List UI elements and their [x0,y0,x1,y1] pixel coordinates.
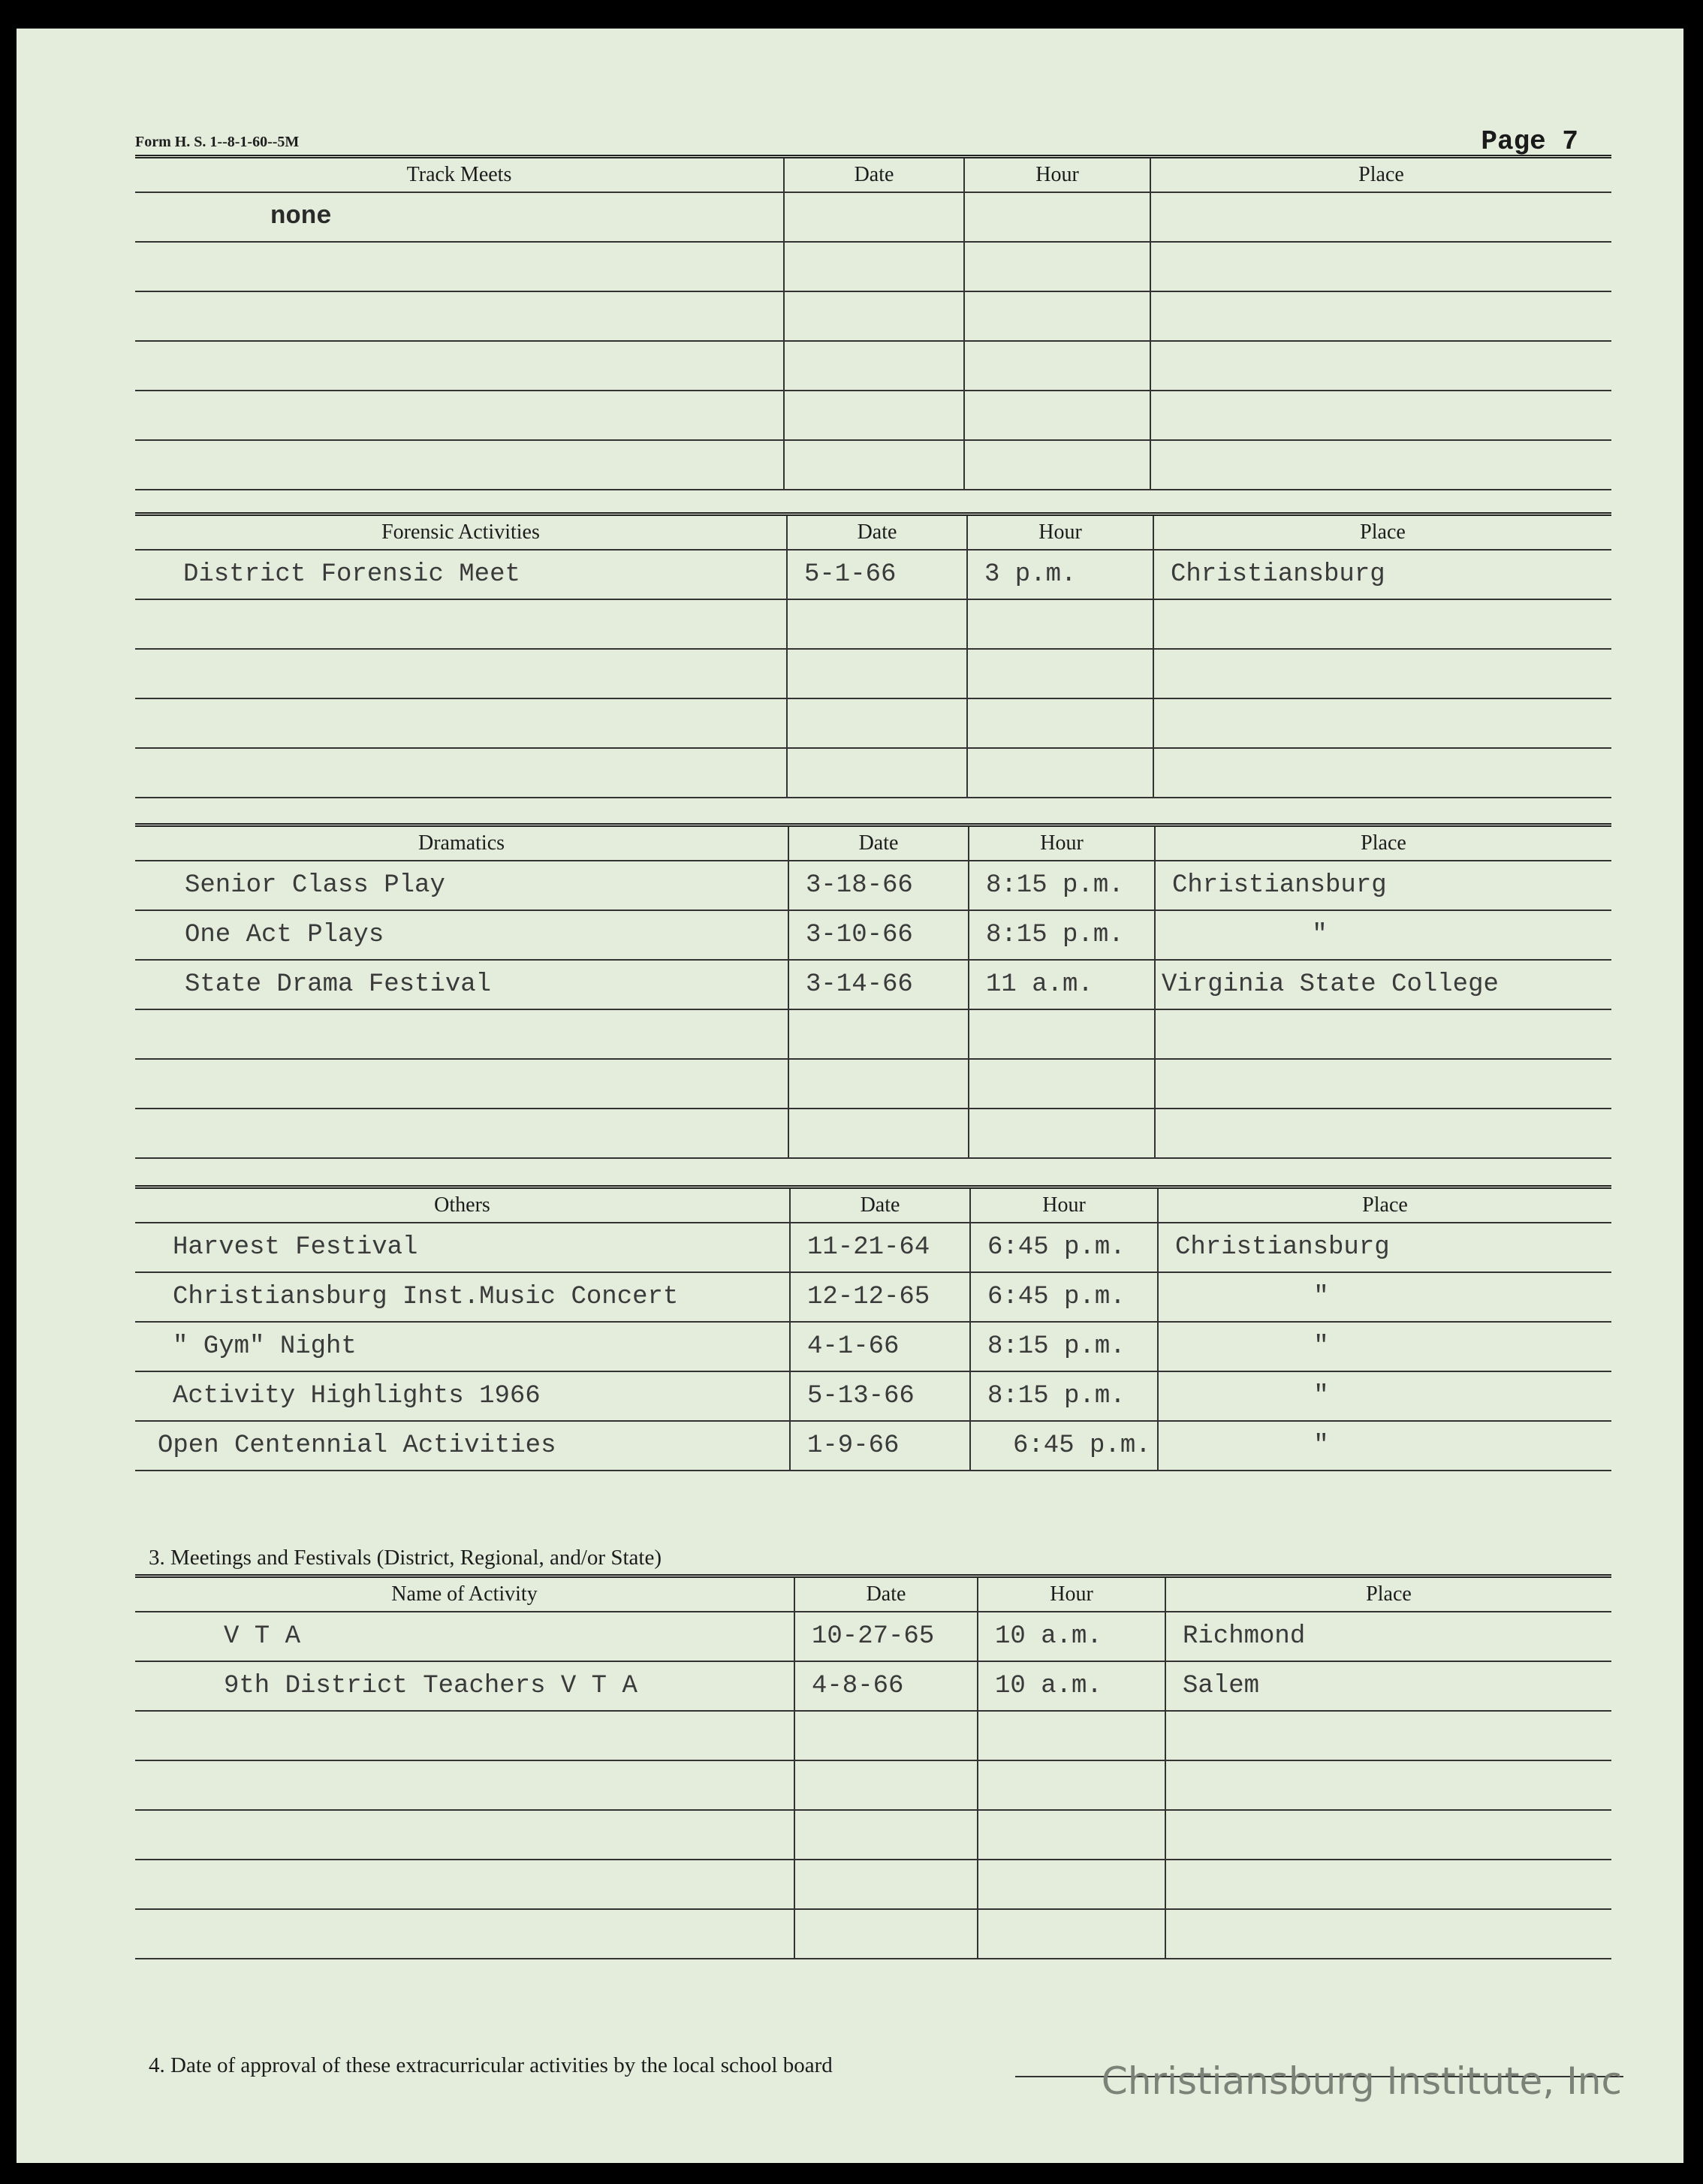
date-cell: 10-27-65 [794,1612,978,1661]
col-date: Date [787,514,967,551]
activity-cell [135,1711,794,1760]
table-row [135,649,1611,698]
table-row [135,1909,1611,1959]
track-meets-table [135,155,1611,490]
activity-cell: Open Centennial Activities [135,1421,790,1471]
place-cell [1155,1059,1611,1109]
hour-cell [964,291,1150,341]
place-cell [1150,291,1611,341]
date-cell [788,1109,969,1158]
place-cell [1150,192,1611,242]
table-header-row [135,1576,1611,1612]
activity-cell [135,242,784,291]
date-cell [787,649,967,698]
col-hour: Hour [969,825,1155,861]
date-cell: 4-1-66 [790,1322,970,1371]
place-cell [1150,341,1611,391]
place-cell [1165,1711,1611,1760]
place-cell [1153,649,1611,698]
table-row [135,550,1611,599]
activity-cell [135,698,787,748]
date-cell: 11-21-64 [790,1223,970,1272]
hour-cell [967,649,1153,698]
hour-cell: 6:45 p.m. [970,1223,1158,1272]
col-activity: Track Meets [135,157,784,193]
table-row [135,1059,1611,1109]
col-activity: Others [135,1187,790,1223]
date-cell: 3-10-66 [788,910,969,960]
hour-cell: 3 p.m. [967,550,1153,599]
place-cell [1165,1909,1611,1959]
table-row [135,861,1611,910]
activity-cell: One Act Plays [135,910,788,960]
place-cell: Virginia State College [1155,960,1611,1009]
place-cell [1150,440,1611,490]
activity-cell: State Drama Festival [135,960,788,1009]
hour-cell [964,242,1150,291]
activity-cell [135,1009,788,1059]
table-row [135,1810,1611,1860]
hour-cell [967,698,1153,748]
table-header-row [135,157,1611,193]
col-place: Place [1155,825,1611,861]
forensic-activities-table [135,512,1611,798]
date-cell [794,1909,978,1959]
col-activity: Forensic Activities [135,514,787,551]
col-activity: Dramatics [135,825,788,861]
table-row [135,599,1611,649]
date-cell: 12-12-65 [790,1272,970,1322]
hour-cell [967,599,1153,649]
document-page [17,29,1683,2163]
hour-cell [978,1760,1165,1810]
table-row [135,1612,1611,1661]
date-cell [794,1760,978,1810]
place-cell [1155,1109,1611,1158]
table-header-row [135,1187,1611,1223]
activity-cell [135,649,787,698]
hour-cell [969,1109,1155,1158]
place-cell: " [1155,910,1611,960]
date-cell [784,192,964,242]
activity-cell [135,391,784,440]
table-row [135,1223,1611,1272]
hour-cell [964,440,1150,490]
activity-cell: 9th District Teachers V T A [135,1661,794,1711]
col-hour: Hour [978,1576,1165,1612]
activity-cell [135,341,784,391]
place-cell [1150,242,1611,291]
date-cell [794,1810,978,1860]
activity-cell [135,1059,788,1109]
table-row [135,1860,1611,1909]
col-date: Date [794,1576,978,1612]
date-cell [784,391,964,440]
activity-cell: none [135,192,784,242]
hour-cell [969,1009,1155,1059]
hour-cell: 6:45 p.m. [970,1421,1158,1471]
activity-cell [135,1760,794,1810]
date-cell [787,698,967,748]
table-row [135,960,1611,1009]
hour-cell [967,748,1153,798]
hour-cell [964,192,1150,242]
table-row [135,1421,1611,1471]
hour-cell: 10 a.m. [978,1661,1165,1711]
hour-cell: 6:45 p.m. [970,1272,1158,1322]
date-cell [788,1009,969,1059]
activity-cell: Activity Highlights 1966 [135,1371,790,1421]
date-cell [784,291,964,341]
activity-cell [135,599,787,649]
meetings-festivals-table [135,1574,1611,1959]
activity-cell [135,748,787,798]
hour-cell: 8:15 p.m. [970,1371,1158,1421]
table-header-row [135,514,1611,551]
date-cell [794,1711,978,1760]
page-number: Page 7 [1481,126,1578,157]
col-place: Place [1158,1187,1611,1223]
table-row [135,1711,1611,1760]
date-cell: 4-8-66 [794,1661,978,1711]
date-cell: 3-14-66 [788,960,969,1009]
place-cell: Christiansburg [1155,861,1611,910]
activity-cell: District Forensic Meet [135,550,787,599]
col-place: Place [1153,514,1611,551]
table-row [135,1322,1611,1371]
hour-cell [969,1059,1155,1109]
place-cell: " [1158,1421,1611,1471]
date-cell: 5-13-66 [790,1371,970,1421]
date-cell: 3-18-66 [788,861,969,910]
date-cell [794,1860,978,1909]
activity-cell [135,440,784,490]
form-number: Form H. S. 1--8-1-60--5M [135,134,300,150]
hour-cell: 10 a.m. [978,1612,1165,1661]
place-cell [1153,599,1611,649]
table-row [135,440,1611,490]
hour-cell [964,391,1150,440]
place-cell: Salem [1165,1661,1611,1711]
table-row [135,1760,1611,1810]
table-row [135,910,1611,960]
section-3-title: 3. Meetings and Festivals (District, Regional, and/or State) [149,1546,662,1570]
date-cell [787,599,967,649]
table-row [135,242,1611,291]
place-cell [1165,1860,1611,1909]
table-row [135,748,1611,798]
col-place: Place [1165,1576,1611,1612]
activity-cell [135,1109,788,1158]
others-table [135,1185,1611,1471]
place-cell [1155,1009,1611,1059]
activity-cell: Senior Class Play [135,861,788,910]
activity-cell [135,1909,794,1959]
place-cell [1153,698,1611,748]
date-cell [784,242,964,291]
table-row [135,291,1611,341]
date-cell: 1-9-66 [790,1421,970,1471]
col-date: Date [788,825,969,861]
activity-cell: V T A [135,1612,794,1661]
dramatics-table [135,823,1611,1159]
table-row [135,391,1611,440]
table-row [135,341,1611,391]
date-cell [784,341,964,391]
activity-cell: Christiansburg Inst.Music Concert [135,1272,790,1322]
col-date: Date [790,1187,970,1223]
approval-label: 4. Date of approval of these extracurricular activities by the local school board [149,2053,833,2077]
watermark: Christiansburg Institute, Inc [1101,2059,1622,2103]
col-hour: Hour [970,1187,1158,1223]
place-cell: Christiansburg [1153,550,1611,599]
place-cell: " [1158,1322,1611,1371]
activity-cell [135,1860,794,1909]
col-place: Place [1150,157,1611,193]
place-cell [1153,748,1611,798]
activity-cell [135,291,784,341]
hour-cell [978,1909,1165,1959]
activity-cell: " Gym" Night [135,1322,790,1371]
table-row [135,1661,1611,1711]
table-row [135,698,1611,748]
table-row [135,1109,1611,1158]
hour-cell: 11 a.m. [969,960,1155,1009]
col-activity: Name of Activity [135,1576,794,1612]
place-cell [1165,1810,1611,1860]
hour-cell: 8:15 p.m. [969,910,1155,960]
table-row [135,1009,1611,1059]
table-row [135,1371,1611,1421]
activity-cell [135,1810,794,1860]
place-cell: " [1158,1272,1611,1322]
col-date: Date [784,157,964,193]
hour-cell [978,1810,1165,1860]
table-row [135,1272,1611,1322]
date-cell [784,440,964,490]
activity-cell: Harvest Festival [135,1223,790,1272]
place-cell: " [1158,1371,1611,1421]
col-hour: Hour [964,157,1150,193]
date-cell [788,1059,969,1109]
col-hour: Hour [967,514,1153,551]
date-cell [787,748,967,798]
hour-cell [978,1711,1165,1760]
place-cell: Richmond [1165,1612,1611,1661]
hour-cell: 8:15 p.m. [969,861,1155,910]
place-cell [1150,391,1611,440]
place-cell: Christiansburg [1158,1223,1611,1272]
date-cell: 5-1-66 [787,550,967,599]
table-row [135,192,1611,242]
hour-cell [964,341,1150,391]
place-cell [1165,1760,1611,1810]
hour-cell: 8:15 p.m. [970,1322,1158,1371]
hour-cell [978,1860,1165,1909]
table-header-row [135,825,1611,861]
